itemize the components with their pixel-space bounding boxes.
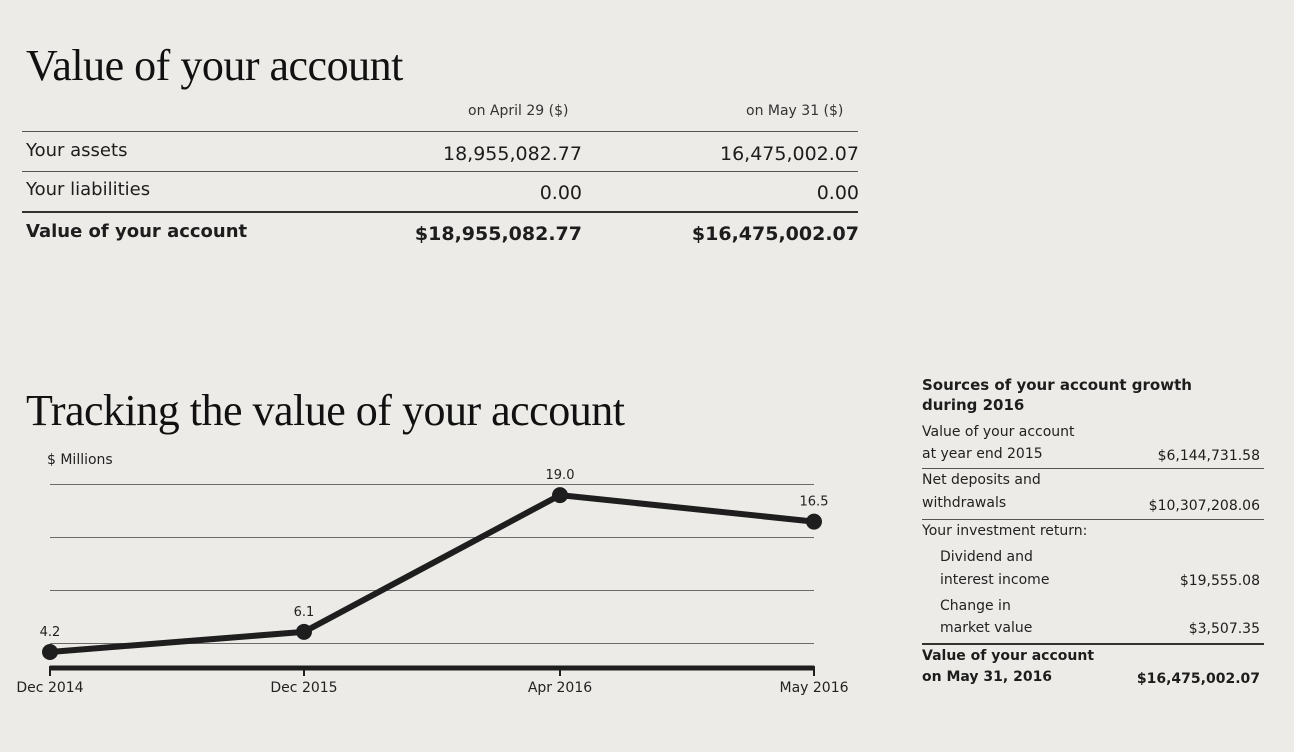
x-tick-label: Dec 2014 — [16, 680, 84, 696]
x-tick-labels — [16, 680, 848, 696]
series-line — [50, 495, 814, 652]
x-tick-label: May 2016 — [779, 680, 849, 696]
source-rule — [922, 519, 1264, 520]
col-header-may: on May 31 ($) — [746, 103, 844, 119]
source-label: interest income — [940, 572, 1050, 588]
data-label: 4.2 — [39, 624, 61, 640]
source-label: Dividend and — [940, 549, 1033, 565]
data-point — [296, 624, 312, 640]
source-total-rule — [922, 643, 1264, 645]
total-rule — [22, 211, 858, 213]
source-label: Change in — [940, 598, 1011, 614]
data-labels — [40, 468, 829, 640]
account-value-chart — [0, 440, 870, 710]
total-may: $16,475,002.07 — [691, 223, 859, 245]
source-total-label-line2: on May 31, 2016 — [922, 669, 1053, 685]
liabilities-may: 0.00 — [816, 182, 859, 204]
source-value-market-change: $3,507.35 — [1188, 621, 1260, 637]
x-tick-label: Dec 2015 — [270, 680, 338, 696]
row-label-assets: Your assets — [26, 140, 128, 161]
value-table — [22, 100, 862, 260]
header-rule — [22, 131, 858, 132]
series-line-path — [50, 495, 814, 652]
source-label: market value — [940, 620, 1033, 636]
source-value-net-deposits: $10,307,208.06 — [1148, 498, 1260, 514]
source-total-value: $16,475,002.07 — [1136, 671, 1260, 687]
liabilities-april: 0.00 — [539, 182, 582, 204]
sources-panel — [922, 376, 1264, 696]
data-point — [806, 514, 822, 530]
total-april: $18,955,082.77 — [414, 223, 582, 245]
y-axis-label: $ Millions — [47, 452, 113, 468]
data-label: 6.1 — [293, 604, 315, 620]
col-header-april: on April 29 ($) — [468, 103, 569, 119]
assets-may: 16,475,002.07 — [719, 143, 859, 165]
data-label: 19.0 — [545, 468, 575, 484]
assets-april: 18,955,082.77 — [442, 143, 582, 165]
x-axis — [50, 666, 814, 676]
sources-title-line2: during 2016 — [922, 396, 1025, 414]
source-label: Net deposits and — [922, 472, 1041, 488]
source-label: Your investment return: — [922, 523, 1088, 539]
source-label: Value of your account — [922, 424, 1075, 440]
source-value-dividend: $19,555.08 — [1179, 573, 1260, 589]
row-label-liabilities: Your liabilities — [26, 179, 151, 200]
data-label: 16.5 — [799, 494, 829, 510]
source-rule — [922, 468, 1264, 469]
value-section-title: Value of your account — [26, 41, 403, 90]
data-point — [42, 644, 58, 660]
source-label: at year end 2015 — [922, 446, 1043, 462]
x-tick-label: Apr 2016 — [527, 680, 593, 696]
tracking-section-title: Tracking the value of your account — [26, 386, 625, 435]
row-label-total: Value of your account — [26, 221, 248, 242]
source-value-year-end-2015: $6,144,731.58 — [1157, 448, 1260, 464]
source-total-label-line1: Value of your account — [922, 648, 1095, 664]
sources-title-line1: Sources of your account growth — [922, 376, 1192, 394]
source-label: withdrawals — [922, 495, 1007, 511]
row-rule — [22, 171, 858, 172]
data-point — [552, 487, 568, 503]
